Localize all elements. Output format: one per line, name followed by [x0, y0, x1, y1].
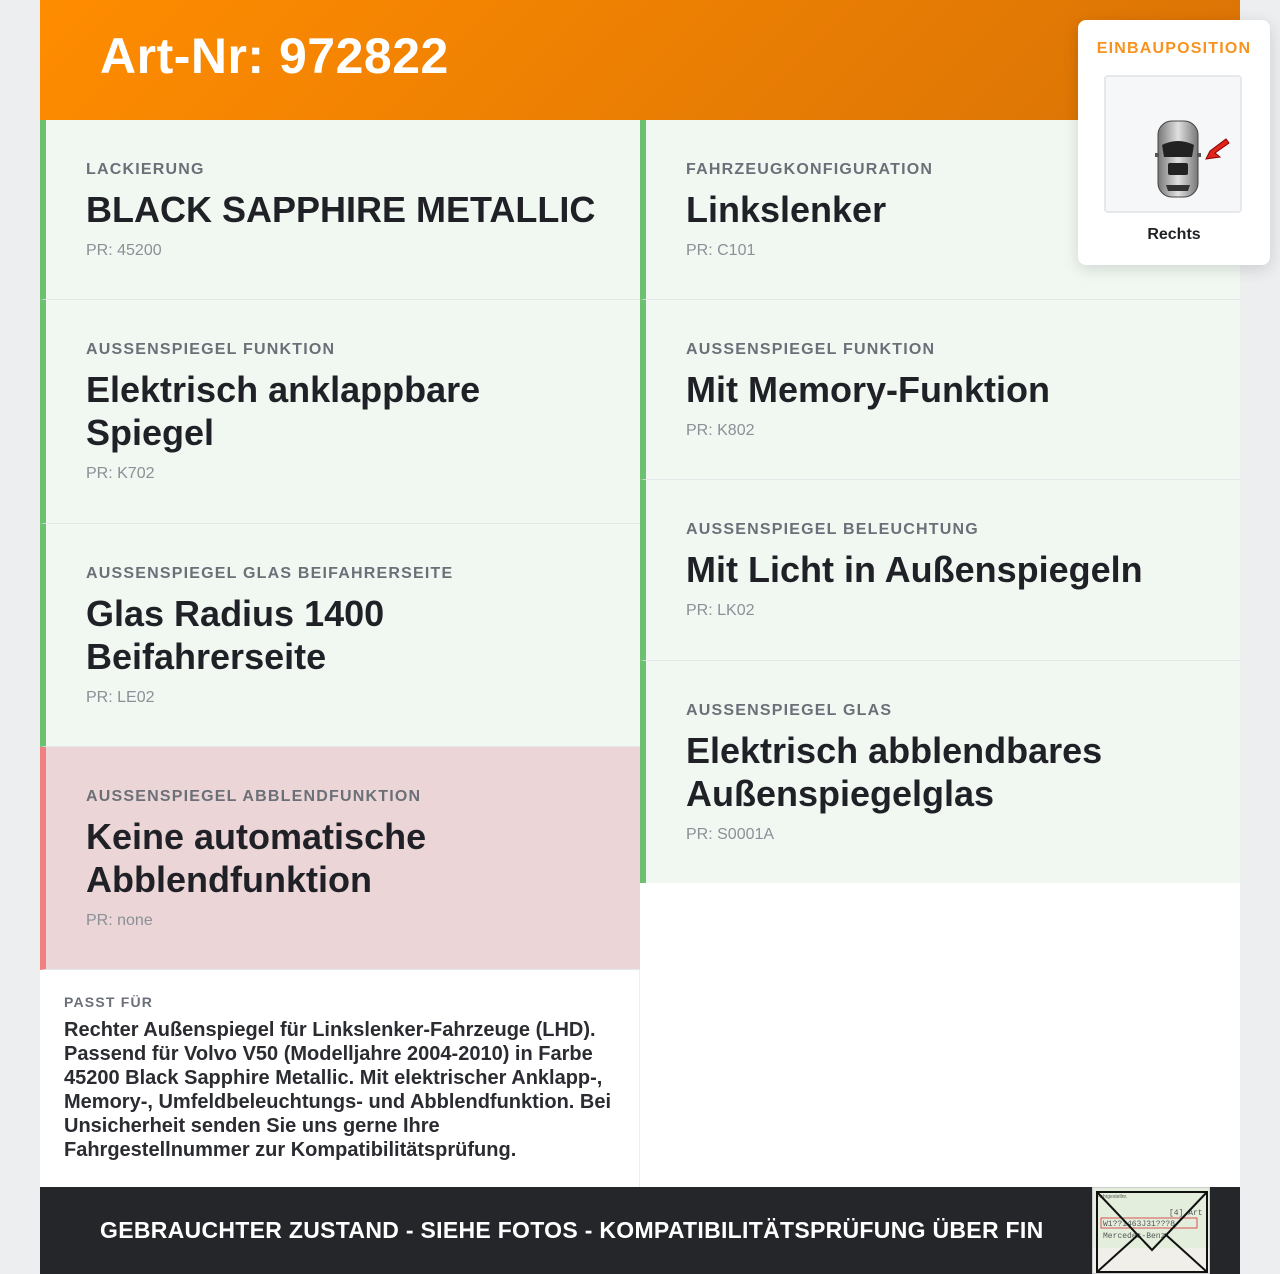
attribute-pr-code: PR: none: [86, 912, 153, 929]
attribute-card-glas: [640, 661, 1240, 883]
svg-text:[4] Art: [4] Art: [1169, 1209, 1203, 1218]
attribute-value: Glas Radius 1400 Beifahrerseite: [86, 593, 385, 677]
attribute-card-lackierung: [40, 120, 640, 300]
attribute-label: LACKIERUNG: [86, 161, 205, 178]
svg-text:Fahrgestellnr.: Fahrgestellnr.: [1097, 1194, 1128, 1200]
car-position-image: [1104, 75, 1242, 213]
attribute-label: AUSSENSPIEGEL BELEUCHTUNG: [686, 521, 979, 538]
left-column: [40, 120, 640, 970]
car-top-view-right-arrow-icon: [1106, 77, 1240, 211]
footer-banner: [40, 1187, 1240, 1274]
attribute-value: BLACK SAPPHIRE METALLIC: [86, 189, 596, 230]
attribute-label: FAHRZEUGKONFIGURATION: [686, 161, 934, 178]
attribute-label: AUSSENSPIEGEL ABBLENDFUNKTION: [86, 788, 422, 805]
compatibility-section: [40, 970, 640, 1187]
envelope-icon: [1093, 1188, 1210, 1274]
attribute-card-spiegel-funktion: [40, 300, 640, 524]
mounting-side-label: Rechts: [1147, 226, 1201, 243]
compatibility-text: Rechter Außenspiegel für Linkslenker-Fahrzeuge (LHD). Passend für Volvo V50 (Modelljahre 2004-2010) in Farbe 45200 Black Sapphire Metallic. Mit elektrischer Anklapp-, Memory-, Umfeldbeleuchtungs- und Abblendfunktion. Bei Unsicherheit senden Sie uns gerne Ihre Fahrgestellnummer zur Kompatibilitätsprüfung.: [64, 1019, 612, 1161]
svg-text:W1??1463J31???8: W1??1463J31???8: [1103, 1220, 1176, 1229]
article-number-title: Art-Nr: 972822: [100, 28, 449, 84]
attribute-pr-code: PR: 45200: [86, 242, 162, 259]
attribute-label: AUSSENSPIEGEL FUNKTION: [686, 341, 936, 358]
attribute-pr-code: PR: K802: [686, 422, 755, 439]
vin-envelope-image: [1092, 1187, 1210, 1274]
mounting-position-title: EINBAUPOSITION: [1096, 40, 1252, 57]
attribute-label: AUSSENSPIEGEL FUNKTION: [86, 341, 336, 358]
attribute-card-abblendfunktion: [40, 747, 640, 970]
attribute-value: Mit Memory-Funktion: [686, 369, 1050, 410]
attribute-value: Elektrisch abblendbares Außenspiegelglas: [686, 730, 1103, 814]
compatibility-label: PASST FÜR: [64, 994, 154, 1010]
attribute-card-glas-beifahrerseite: [40, 524, 640, 747]
attribute-label: AUSSENSPIEGEL GLAS: [686, 702, 893, 719]
attribute-value: Mit Licht in Außenspiegeln: [686, 549, 1143, 590]
attribute-value: Elektrisch anklappbare Spiegel: [86, 369, 481, 453]
product-sheet: [40, 0, 1252, 1274]
attribute-pr-code: PR: LE02: [86, 689, 155, 706]
footer-message: GEBRAUCHTER ZUSTAND - SIEHE FOTOS - KOMPATIBILITÄTSPRÜFUNG ÜBER FIN: [100, 1217, 1044, 1243]
header: [40, 0, 1240, 120]
svg-text:Mercedes-Benz: Mercedes-Benz: [1103, 1232, 1166, 1241]
attribute-label: AUSSENSPIEGEL GLAS BEIFAHRERSEITE: [86, 565, 454, 582]
attribute-pr-code: PR: C101: [686, 242, 756, 259]
attribute-card-memory: [640, 300, 1240, 480]
attribute-pr-code: PR: S0001A: [686, 826, 775, 843]
attribute-pr-code: PR: LK02: [686, 602, 755, 619]
mounting-position-card: [1078, 20, 1270, 265]
attribute-pr-code: PR: K702: [86, 465, 155, 482]
attribute-value: Keine automatische Abblendfunktion: [86, 816, 427, 900]
attribute-card-beleuchtung: [640, 480, 1240, 661]
attribute-value: Linkslenker: [686, 189, 887, 230]
